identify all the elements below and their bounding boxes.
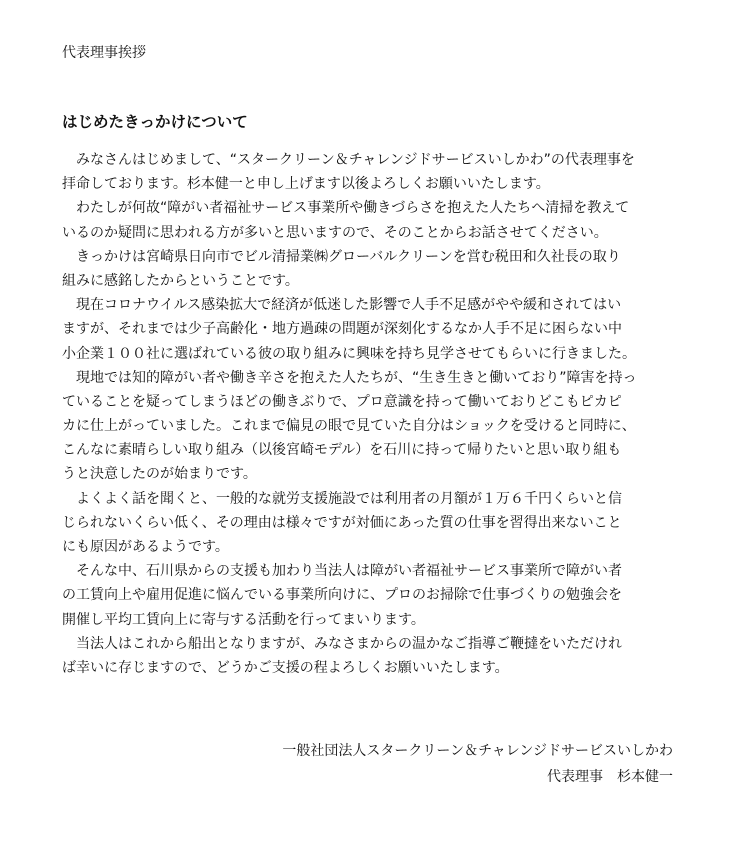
body-line: 現地では知的障がい者や働き辛さを抱えた人たちが、“生き生きと働いており”障害を持っ <box>76 369 637 386</box>
body-line: にも原因があるようです。 <box>62 539 229 555</box>
signature-name: 杉本健一 <box>617 769 673 785</box>
signature-title: 代表理事 <box>547 769 603 785</box>
body-line: こんなに素晴らしい取り組み（以後宮崎モデル）を石川に持って帰りたいと思い取り組も <box>62 442 622 459</box>
signature-block <box>282 738 673 790</box>
body-line: ますが、それまでは少子高齢化・地方過疎の問題が深刻化するなか人手不足に困らない中 <box>62 321 622 338</box>
body-line: 組みに感銘したからということです。 <box>62 272 299 289</box>
section-label: 代表理事挨拶 <box>62 45 146 61</box>
body-line: いるのか疑問に思われる方が多いと思いますので、そのことからお話させてください。 <box>62 224 608 241</box>
page-heading: はじめたきっかけについて <box>62 113 248 131</box>
body-line: 拝命しております。杉本健一と申し上げます以後よろしくお願いいたします。 <box>62 176 550 193</box>
body-line: じられないくらい低く、その理由は様々ですが対価にあった質の仕事を習得出来ないこと <box>62 514 622 531</box>
body-line: うと決意したのが始まりです。 <box>62 466 257 483</box>
body-line: みなさんはじめまして、“スタークリーン＆チャレンジドサービスいしかわ”の代表理事を <box>76 152 635 168</box>
body-line: よくよく話を聞くと、一般的な就労支援施設では利用者の月額が１万６千円くらいと信 <box>76 490 622 507</box>
body-line: の工賃向上や雇用促進に悩んでいる事業所向けに、プロのお掃除で仕事づくりの勉強会を <box>62 587 622 604</box>
body-line: そんな中、石川県からの支援も加わり当法人は障がい者福祉サービス事業所で障がい者 <box>76 563 622 580</box>
body-line: 開催し平均工賃向上に寄与する活動を行ってまいります。 <box>62 611 425 628</box>
body-line: 現在コロナウイルス感染拡大で経済が低迷した影響で人手不足感がやや緩和されてはい <box>76 297 622 314</box>
body-line: 小企業１００社に選ばれている彼の取り組みに興味を持ち見学させてもらいに行きました。 <box>62 345 636 362</box>
body-line: 当法人はこれから船出となりますが、みなさまからの温かなご指導ご鞭撻をいただけれ <box>76 635 622 652</box>
body-line: ば幸いに存じますので、どうかご支援の程よろしくお願いいたします。 <box>62 659 509 676</box>
body-line: ていることを疑ってしまうほどの働きぶりで、プロ意識を持って働いておりどこもピカピ <box>62 393 622 410</box>
body-line: きっかけは宮崎県日向市でビル清掃業㈱グローバルクリーンを営む税田和久社長の取り <box>76 248 621 265</box>
body-line: わたしが何故“障がい者福祉サービス事業所や働きづらさを抱えた人たちへ清掃を教えて <box>76 200 630 217</box>
body-line: カに仕上がっていました。これまで偏見の眼で見ていた自分はショックを受けると同時に、 <box>62 418 636 435</box>
signature-name-row <box>282 764 673 790</box>
signature-organization: 一般社団法人スタークリーン＆チャレンジドサービスいしかわ <box>282 743 673 759</box>
message-body <box>62 148 682 680</box>
